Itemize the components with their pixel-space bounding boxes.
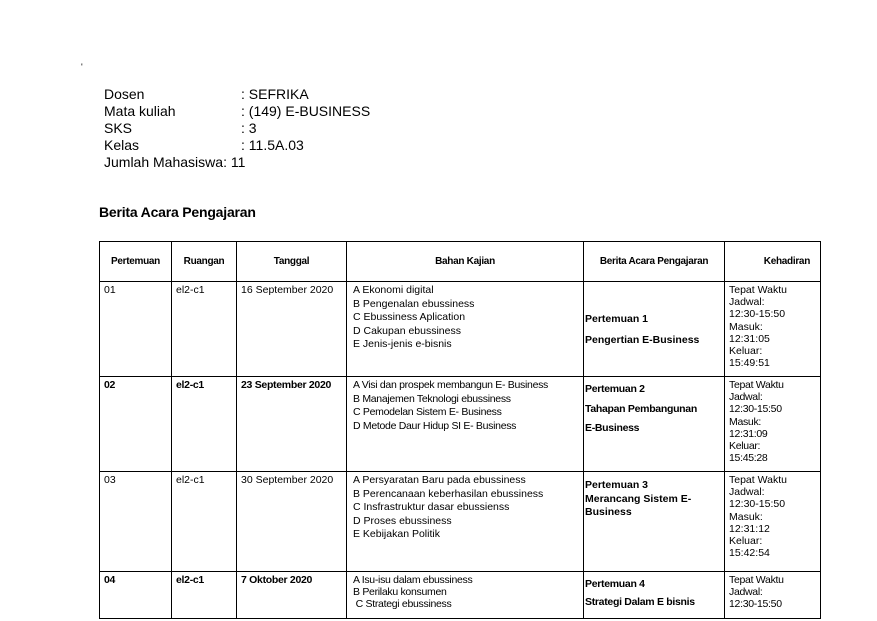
berita-title: Pertemuan 2 — [585, 383, 645, 395]
info-value: : 11.5A.03 — [241, 137, 304, 153]
kehadiran-label: Masuk: — [729, 415, 762, 428]
table-header-row — [100, 242, 821, 282]
berita-title: Pertemuan 3 — [585, 479, 649, 491]
kehadiran-label: Jadwal: — [729, 296, 765, 309]
berita-topic: Tahapan Pembangunan — [585, 402, 697, 415]
info-label: Jumlah Mahasiswa — [104, 154, 224, 170]
kehadiran-label: Masuk: — [729, 510, 763, 523]
cell-ruangan: el2-c1 — [172, 572, 237, 619]
kehadiran-status: Tepat Waktu — [729, 574, 784, 586]
cell-ruangan: el2-c1 — [172, 377, 237, 472]
berita-title: Pertemuan 1 — [585, 312, 649, 325]
berita-topic: Pengertian E-Business — [585, 334, 700, 346]
kehadiran-value: 15:49:51 — [729, 357, 770, 370]
cell-tanggal: 7 Oktober 2020 — [237, 572, 347, 619]
header-kehadiran: Kehadiran — [725, 242, 821, 282]
header-pertemuan: Pertemuan — [100, 242, 172, 282]
bahan-item: C Insfrastruktur dasar ebussienss — [353, 501, 510, 513]
cell-bahan-kajian — [347, 377, 584, 472]
kehadiran-label: Jadwal: — [729, 391, 763, 404]
cell-tanggal: 30 September 2020 — [237, 472, 347, 572]
bahan-item: C Ebussiness Aplication — [353, 311, 466, 323]
kehadiran-label: Keluar: — [729, 440, 761, 453]
kehadiran-value: 12:31:09 — [729, 427, 768, 440]
info-row-sks — [104, 120, 370, 137]
kehadiran-value: 12:31:12 — [729, 522, 770, 535]
cell-kehadiran — [725, 572, 821, 619]
info-row-jumlah-mahasiswa — [104, 154, 370, 171]
bahan-item: A Visi dan prospek membangun E- Business — [353, 379, 549, 391]
bahan-item: A Isu-isu dalam ebussiness — [353, 574, 473, 586]
cell-bahan-kajian — [347, 572, 584, 619]
info-label: Dosen — [104, 86, 145, 102]
header-ruangan: Ruangan — [172, 242, 237, 282]
cell-kehadiran — [725, 282, 821, 377]
info-value: : SEFRIKA — [241, 86, 309, 102]
kehadiran-value: 15:42:54 — [729, 547, 770, 560]
kehadiran-value: 12:30-15:50 — [729, 498, 786, 511]
cell-berita-acara — [584, 282, 725, 377]
bahan-item: B Pengenalan ebussiness — [353, 297, 475, 310]
table-row — [100, 572, 821, 619]
bahan-item: C Strategi ebussiness — [353, 598, 452, 610]
section-heading: Berita Acara Pengajaran — [99, 204, 256, 220]
cell-pertemuan: 03 — [100, 472, 172, 572]
cell-berita-acara — [584, 472, 725, 572]
bahan-item: D Cakupan ebussiness — [353, 324, 461, 337]
cell-berita-acara — [584, 572, 725, 619]
header-tanggal: Tanggal — [237, 242, 347, 282]
berita-acara-table — [99, 241, 821, 619]
berita-title: Pertemuan 4 — [585, 578, 645, 590]
bahan-item: A Ekonomi digital — [353, 284, 434, 296]
kehadiran-status: Tepat Waktu — [729, 474, 787, 486]
kehadiran-status: Tepat Waktu — [729, 379, 784, 391]
berita-topic: E-Business — [585, 422, 640, 434]
cell-pertemuan: 04 — [100, 572, 172, 619]
kehadiran-status: Tepat Waktu — [729, 284, 787, 296]
cell-pertemuan: 02 — [100, 377, 172, 472]
bahan-item: D Proses ebussiness — [353, 514, 452, 527]
table-row — [100, 472, 821, 572]
kehadiran-label: Keluar: — [729, 345, 763, 358]
info-label: SKS — [104, 120, 133, 136]
kehadiran-value: 12:30-15:50 — [729, 308, 786, 321]
bahan-item: C Pemodelan Sistem E- Business — [353, 406, 502, 418]
bahan-item: B Perilaku konsumen — [353, 586, 447, 598]
kehadiran-label: Masuk: — [729, 320, 763, 333]
cell-tanggal: 23 September 2020 — [237, 377, 347, 472]
cell-berita-acara — [584, 377, 725, 472]
cell-ruangan: el2-c1 — [172, 472, 237, 572]
kehadiran-value: 12:30-15:50 — [729, 403, 782, 416]
table-row — [100, 282, 821, 377]
bahan-item: E Kebijakan Politik — [353, 528, 440, 540]
kehadiran-value: 12:30-15:50 — [729, 598, 782, 611]
bahan-item: D Metode Daur Hidup SI E- Business — [353, 419, 517, 432]
cell-bahan-kajian — [347, 282, 584, 377]
info-label: Kelas — [104, 137, 140, 153]
cell-pertemuan: 01 — [100, 282, 172, 377]
berita-topic: Strategi Dalam E bisnis — [585, 596, 695, 608]
info-label: Mata kuliah — [104, 103, 176, 119]
kehadiran-value: 12:31:05 — [729, 332, 770, 345]
cell-ruangan: el2-c1 — [172, 282, 237, 377]
bahan-item: E Jenis-jenis e-bisnis — [353, 338, 452, 350]
info-value: : (149) E-BUSINESS — [241, 103, 371, 119]
cell-kehadiran — [725, 377, 821, 472]
cell-kehadiran — [725, 472, 821, 572]
kehadiran-label: Jadwal: — [729, 486, 765, 499]
header-berita-acara: Berita Acara Pengajaran — [584, 242, 725, 282]
cell-tanggal: 16 September 2020 — [237, 282, 347, 377]
table-row — [100, 377, 821, 472]
header-bahan-kajian: Bahan Kajian — [347, 242, 584, 282]
kehadiran-value: 15:45:28 — [729, 452, 768, 465]
kehadiran-label: Keluar: — [729, 535, 763, 548]
kehadiran-label: Jadwal: — [729, 586, 763, 599]
bahan-item: B Manajemen Teknologi ebussiness — [353, 392, 511, 405]
info-row-dosen — [104, 86, 370, 103]
info-value: : 11 — [223, 154, 246, 170]
cell-bahan-kajian — [347, 472, 584, 572]
course-info — [104, 86, 370, 171]
bahan-item: A Persyaratan Baru pada ebussiness — [353, 474, 526, 486]
page-mark: ' — [81, 62, 83, 72]
bahan-item: B Perencanaan keberhasilan ebussiness — [353, 487, 544, 500]
info-row-mata-kuliah — [104, 103, 370, 120]
info-value: : 3 — [241, 120, 257, 136]
info-row-kelas — [104, 137, 370, 154]
berita-topic: Merancang Sistem E-Business — [585, 492, 692, 518]
